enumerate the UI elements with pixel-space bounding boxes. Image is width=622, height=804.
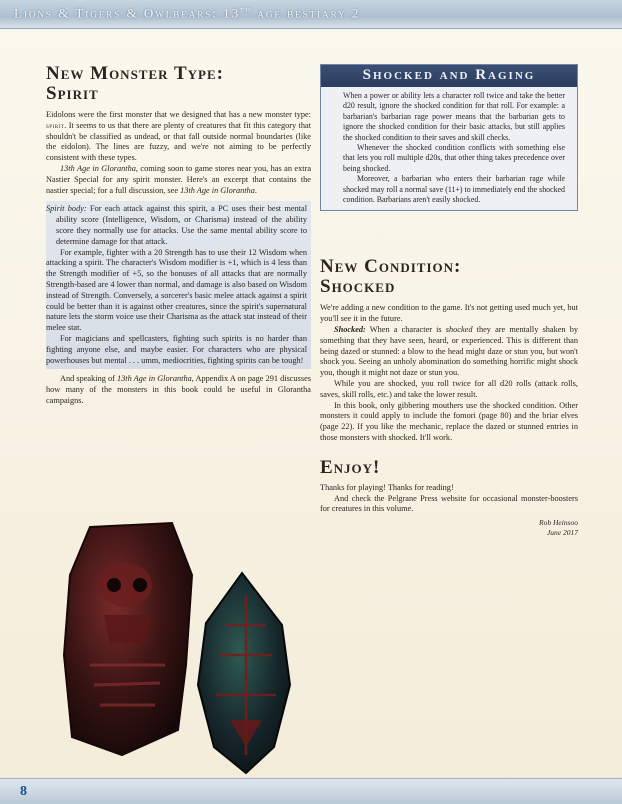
shocked-and-raging-sidebar: [320, 64, 578, 211]
sidebar-paragraph-1: When a power or ability lets a character roll twice and take the better d20 result, ignore the shocked condition for that roll. For example: a barbarian's barbarian rage power means that the barbarian gets to ignore the shocked condition for their basic attacks, but still applies the shocked condition to their saves and skill checks.: [343, 91, 565, 142]
shocked-heading: New Condition: Shocked: [320, 256, 462, 298]
spirit-body-excerpt: [46, 201, 311, 369]
spirit-magicians: For magicians and spellcasters, fighting such spirits is no harder than fighting anyone else, and maybe easier. For characters who are physical powerhouses but mental . . . umm, mediocrities, fighting spirits can be tough!: [46, 333, 307, 365]
spirit-heading: New Monster Type: Spirit: [46, 63, 224, 104]
enjoy-thanks: Thanks for playing! Thanks for reading!: [320, 482, 454, 492]
sidebar-paragraph-3: Moreover, a barbarian who enters their barbarian rage while shocked may roll a normal save (11+) to immediately end the shocked condition. Barbarians aren't easily shocked.: [343, 174, 565, 205]
page-number: 8: [20, 784, 27, 799]
signature: [320, 518, 578, 538]
condition-intro: We're adding a new condition to the game. It's not getting used much yet, but you'll see it in the future.: [320, 303, 578, 324]
right-column: [320, 64, 578, 538]
spirit-body-rule: Spirit body: For each attack against this spirit, a PC uses their best mental ability score (Intelligence, Wisdom, or Charisma) instead of the ability score they normally use for attacks. Use the same mental ability score to determine damage for that attack.: [46, 204, 308, 246]
shocked-rolls: While you are shocked, you roll twice for all d20 rolls (attack rolls, saves, skill rolls, etc.) and take the lower result.: [320, 379, 578, 399]
artwork-carved-stones: [60, 515, 310, 775]
sidebar-paragraph-2: Whenever the shocked condition conflicts with something else that lets you roll multiple d20s, that other thing takes precedence over being shocked.: [343, 143, 565, 173]
sidebar-body: [321, 87, 577, 210]
shocked-definition: Shocked: When a character is shocked they are mentally shaken by something that they have seen, heard, or experienced. This is different than being dazed or stunned: a blow to the head might daze or stun you, but won't shock you. Seeing an unholy abomination do something horrific might shock you, though it might not daze or stun you.: [320, 325, 578, 378]
spirit-intro: Eidolons were the first monster that we designed that has a new monster type: spirit. It seems to us that there are plenty of creatures that fit this category that shouldn't be classified as undead, or that fall outside normal boundaries (like the eidolon). The lines are fuzzy, and we're not aiming to be perfectly consistent with these types.: [46, 110, 311, 163]
shocked-usage: In this book, only gibbering mouthers use the shocked condition. Other monsters it could apply to include the fomori (page 80) and the briar elves (page 22). If you like the mechanic, replace the dazed or stunned entries in those monsters with shocked. It'll work.: [320, 400, 578, 443]
sidebar-title: Shocked and Raging: [321, 65, 577, 87]
running-header: [0, 0, 622, 29]
speaking-of-glorantha: And speaking of 13th Age in Glorantha, Appendix A on page 291 discusses how many of the monsters in this book could be useful in Glorantha campaigns.: [46, 374, 311, 405]
page-footer: [0, 778, 622, 804]
spirit-example: For example, fighter with a 20 Strength has to use their 12 Wisdom when attacking a spirit. The character's Wisdom modifier is +1, which is 4 less than the Strength modifier of +5, so the bonuses of all attacks that are normally Strength-based are 4 lower than normal, and damage is also based on Wisdom instead of Strength. Conversely, a sorcerer's basic melee attack against a spirit could be better than it is against other creatures, since the spirit's supernatural nature lets the storm voice use their Charisma as the attack stat instead of their melee stat.: [46, 247, 307, 333]
header-title: Lions & Tigers & Owlbears: 13th age bestiary 2: [14, 5, 361, 21]
glorantha-paragraph: 13th Age in Glorantha, coming soon to game stores near you, has an extra Nastier Special for any spirit monster. Here's an excerpt that contains the nastier special; for a full discussion, see 13th Age in Glorantha.: [46, 163, 311, 195]
enjoy-check: And check the Pelgrane Press website for occasional monster-boosters for creatures in this volume.: [320, 493, 578, 514]
author-name: Rob Heinsoo: [539, 518, 578, 528]
left-column: [46, 64, 311, 407]
sign-date: June 2017: [546, 528, 578, 538]
enjoy-heading: Enjoy!: [320, 456, 381, 478]
carved-stones-illustration: [60, 515, 310, 775]
